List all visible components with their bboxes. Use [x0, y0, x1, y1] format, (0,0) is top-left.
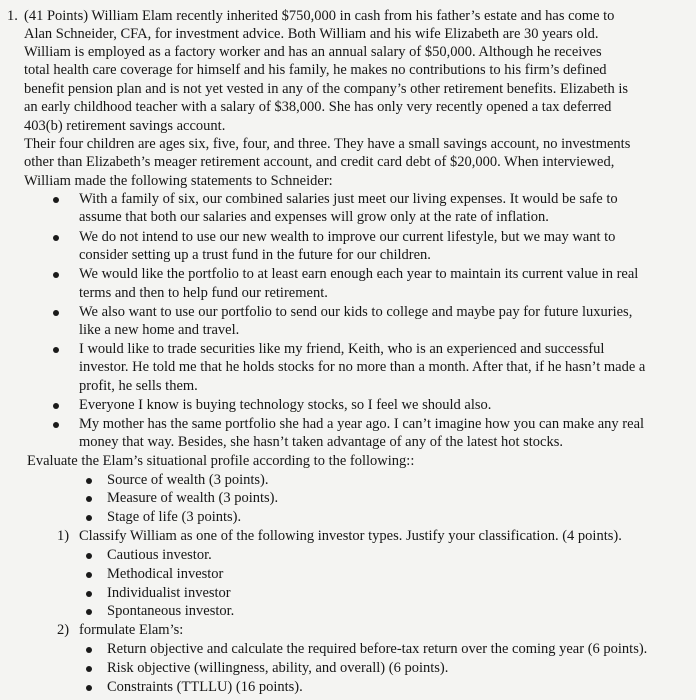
investor-type: Spontaneous investor.: [107, 603, 235, 619]
part2-number: 2): [57, 622, 70, 638]
bullet-icon: [86, 685, 92, 691]
evaluate-item: Measure of wealth (3 points).: [107, 490, 279, 506]
intro-line: benefit pension plan and is not yet vested in any of the company’s other retirement benefits. Elizabeth is: [24, 81, 628, 97]
question-number: 1.: [7, 8, 18, 24]
statement-line: consider setting up a trust fund in the future for our children.: [79, 247, 431, 263]
statement-line: We also want to use our portfolio to send our kids to college and maybe pay for future luxuries,: [79, 304, 633, 320]
part2-item: Return objective and calculate the required before-tax return over the coming year (6 points).: [107, 641, 648, 657]
bullet-icon: [53, 197, 59, 203]
statement-line: I would like to trade securities like my friend, Keith, who is an experienced and successful: [79, 341, 605, 357]
investor-type: Cautious investor.: [107, 547, 212, 563]
statement-line: money that way. Besides, she hasn’t taken advantage of any of the latest hot stocks.: [79, 434, 564, 450]
investor-type: Methodical investor: [107, 566, 224, 582]
part1-number: 1): [57, 528, 70, 544]
bullet-icon: [53, 310, 59, 316]
paragraph-line: William made the following statements to Schneider:: [24, 173, 333, 189]
statement-line: assume that both our salaries and expenses will grow only at the rate of inflation.: [79, 209, 549, 225]
statement-line: investor. He told me that he holds stocks for no more than a month. After that, if he hasn’t made a: [79, 359, 646, 375]
intro-line: 403(b) retirement savings account.: [24, 118, 226, 134]
bullet-icon: [53, 347, 59, 353]
intro-line: an early childhood teacher with a salary of $38,000. She has only very recently opened a tax deferred: [24, 99, 612, 115]
bullet-icon: [53, 422, 59, 428]
part2-item: Risk objective (willingness, ability, and overall) (6 points).: [107, 660, 449, 676]
bullet-icon: [86, 572, 92, 578]
bullet-icon: [53, 272, 59, 278]
statement-line: My mother has the same portfolio she had a year ago. I can’t imagine how you can make any real: [79, 416, 645, 432]
bullet-icon: [53, 403, 59, 409]
paragraph-line: other than Elizabeth’s meager retirement account, and credit card debt of $20,000. When interviewed,: [24, 154, 615, 170]
statement-line: like a new home and travel.: [79, 322, 240, 338]
part2-item: Constraints (TTLLU) (16 points).: [107, 679, 303, 695]
evaluate-item: Stage of life (3 points).: [107, 509, 242, 525]
part1-text: Classify William as one of the following investor types. Justify your classification. (4 points).: [79, 528, 622, 544]
bullet-icon: [86, 591, 92, 597]
statement-line: Everyone I know is buying technology stocks, so I feel we should also.: [79, 397, 492, 413]
bullet-icon: [86, 553, 92, 559]
evaluate-heading: Evaluate the Elam’s situational profile according to the following::: [27, 453, 415, 469]
intro-line: Alan Schneider, CFA, for investment advice. Both William and his wife Elizabeth are 30 years old.: [24, 26, 599, 42]
evaluate-item: Source of wealth (3 points).: [107, 472, 269, 488]
paragraph-line: Their four children are ages six, five, four, and three. They have a small savings account, no investments: [24, 136, 631, 152]
bullet-icon: [86, 478, 92, 484]
bullet-icon: [86, 647, 92, 653]
bullet-icon: [53, 235, 59, 241]
intro-line: (41 Points) William Elam recently inherited $750,000 in cash from his father’s estate and has come to: [24, 8, 615, 24]
statement-line: With a family of six, our combined salaries just meet our living expenses. It would be safe to: [79, 191, 618, 207]
statement-line: profit, he sells them.: [79, 378, 198, 394]
part2-text: formulate Elam’s:: [79, 622, 184, 638]
bullet-icon: [86, 666, 92, 672]
bullet-icon: [86, 609, 92, 615]
statement-line: We do not intend to use our new wealth to improve our current lifestyle, but we may want to: [79, 229, 616, 245]
intro-line: total health care coverage for himself and his family, he makes no contributions to his firm’s defined: [24, 62, 607, 78]
intro-line: William is employed as a factory worker and has an annual salary of $50,000. Although he receives: [24, 44, 602, 60]
statement-line: We would like the portfolio to at least earn enough each year to maintain its current value in real: [79, 266, 639, 282]
bullet-icon: [86, 515, 92, 521]
statement-line: terms and then to help fund our retirement.: [79, 285, 328, 301]
bullet-icon: [86, 496, 92, 502]
investor-type: Individualist investor: [107, 585, 231, 601]
